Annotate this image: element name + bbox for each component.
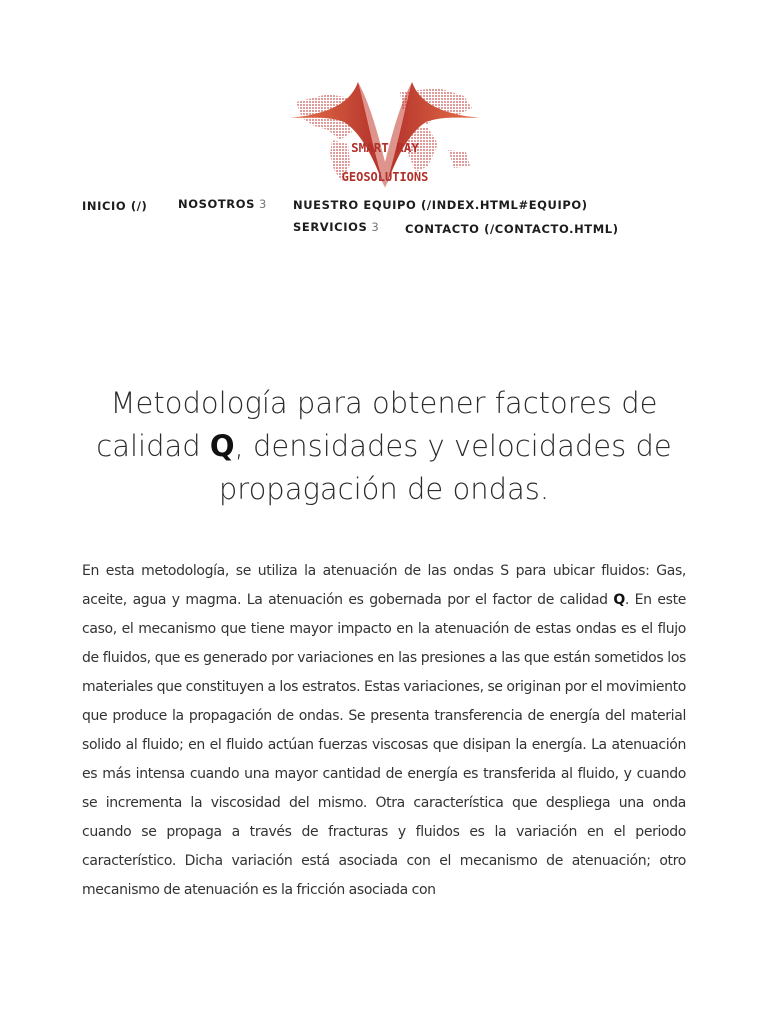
nav-dropdown-nosotros[interactable] [178, 197, 266, 211]
site-logo[interactable] [288, 74, 482, 196]
nav-link-contacto[interactable]: CONTACTO (/CONTACTO.HTML) [405, 222, 619, 236]
body-text-start: En esta metodología, se utiliza la atenuación de las ondas S para ubicar fluidos: Gas, aceite, agua y magma. La atenuación es gobernada por el factor de calidad [82, 563, 686, 608]
title-text-start: Metodología para obtener factores de calidad [96, 386, 658, 463]
nav-label-servicios: SERVICIOS [293, 220, 368, 234]
dropdown-caret-icon: 3 [371, 220, 379, 234]
nav-label-nosotros: NOSOTROS [178, 197, 256, 211]
title-text-end: , densidades y velocidades de propagación de ondas. [218, 429, 672, 506]
body-q-symbol: Q [613, 592, 625, 608]
body-paragraph [82, 557, 686, 905]
body-text-end: . En este caso, el mecanismo que tiene mayor impacto en la atenuación de estas ondas es el flujo de fluidos, que es generado por variaciones en las presiones a las que están sometidos los materiales que constituyen a los estratos. Estas variaciones, se originan por el movimiento que produce la propagación de ondas. Se presenta transferencia de energía del material solido al fluido; en el fluido actúan fuerzas viscosas que disipan la energía. La atenuación es más intensa cuando una mayor cantidad de energía es transferida al fluido, y cuando se incrementa la viscosidad del mismo. Otra característica que despliega una onda cuando se propaga a través de fracturas y fluidos es la variación en el periodo característico. Dicha variación está asociada con el mecanismo de atenuación; otro mecanismo de atenuación es la fricción asociada con [82, 592, 686, 898]
logo-text-line1: SMART RAY [351, 140, 419, 155]
nav-link-equipo[interactable]: NUESTRO EQUIPO (/INDEX.HTML#EQUIPO) [293, 198, 588, 212]
nav-link-inicio[interactable]: INICIO (/) [82, 199, 148, 213]
page-title [82, 382, 686, 511]
dropdown-caret-icon: 3 [259, 197, 267, 211]
logo-text-line2: GEOSOLUTIONS [341, 170, 429, 184]
nav-dropdown-servicios[interactable] [293, 220, 379, 234]
title-q-symbol: Q [209, 429, 235, 463]
